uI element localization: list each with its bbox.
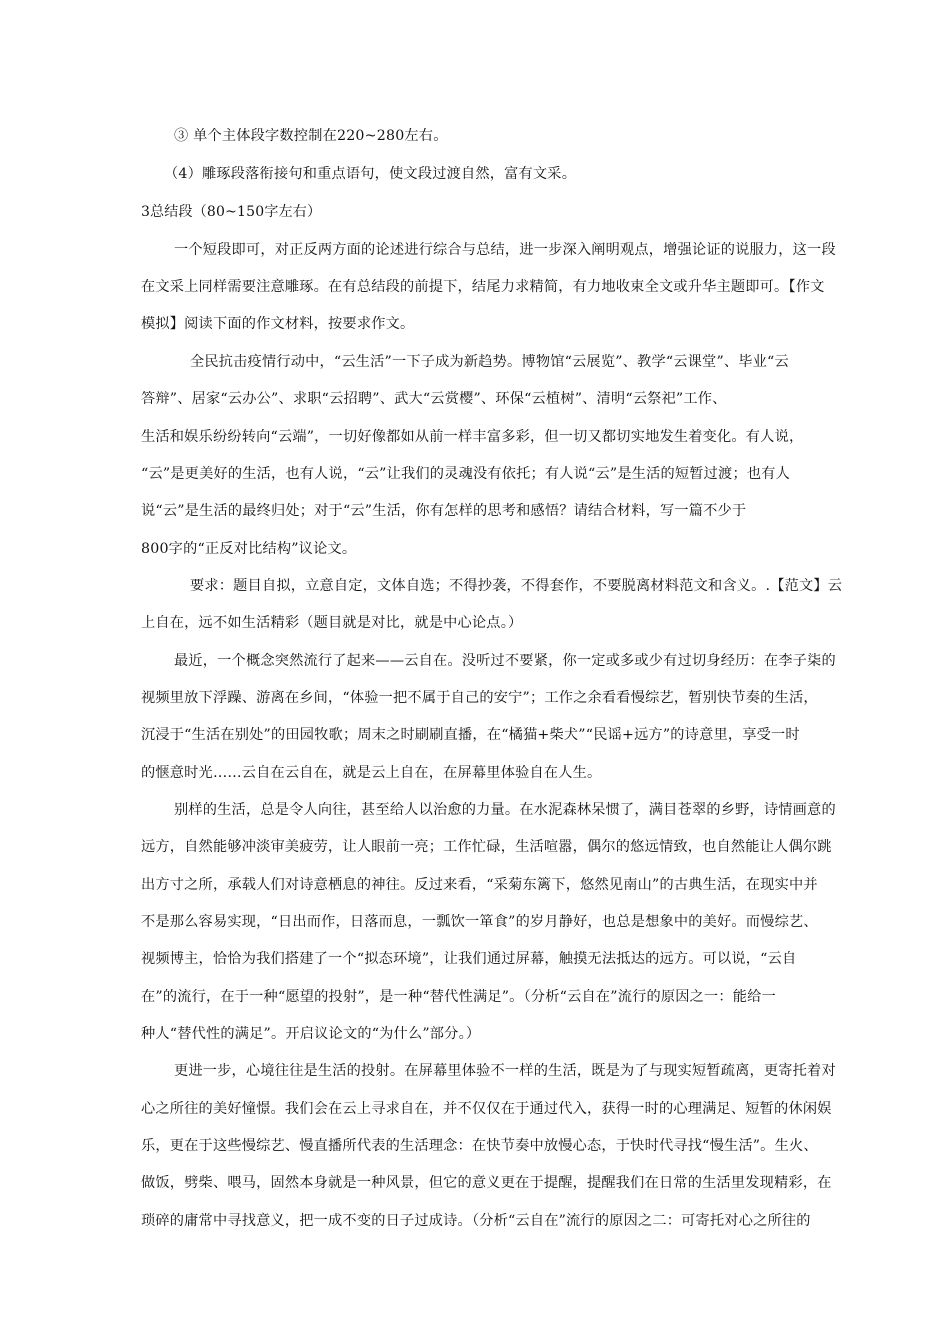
essay-line: 种人“替代性的满足”。开启议论文的“为什么”部分。）: [141, 1026, 481, 1042]
section-heading-conclusion: 3总结段（80~150字左右）: [141, 204, 322, 220]
paragraph-line: 模拟】阅读下面的作文材料，按要求作文。: [141, 316, 415, 332]
essay-line: 心之所往的美好憧憬。我们会在云上寻求自在，并不仅仅在于通过代入，获得一时的心理满足、短暂的休闲娱: [141, 1101, 832, 1117]
material-line: 生活和娱乐纷纷转向“云端”，一切好像都如从前一样丰富多彩，但一切又都切实地发生着变化。有人说，: [141, 429, 804, 445]
material-line: 全民抗击疫情行动中，“云生活”一下子成为新趋势。博物馆“云展览”、教学“云课堂”、毕业“云: [190, 354, 789, 370]
essay-title-line: 上自在，远不如生活精彩（题目就是对比，就是中心论点。）: [141, 615, 523, 631]
essay-line: 别样的生活，总是令人向往，甚至给人以治愈的力量。在水泥森林呆惯了，满目苍翠的乡野，诗情画意的: [174, 802, 836, 818]
essay-line: 琐碎的庸常中寻找意义，把一成不变的日子过成诗。（分析“云自在”流行的原因之二：可寄托对心之所往的: [141, 1213, 811, 1229]
essay-line: 最近，一个概念突然流行了起来——云自在。没听过不要紧，你一定或多或少有过切身经历：在李子柒的: [174, 653, 836, 669]
material-line: 800字的“正反对比结构”议论文。: [141, 541, 357, 557]
essay-line: 做饭，劈柴、喂马，固然本身就是一种风景，但它的意义更在于提醒，提醒我们在日常的生活里发现精彩，在: [141, 1175, 832, 1191]
list-item-3-line: ③ 单个主体段字数控制在220~280左右。: [174, 128, 448, 144]
essay-line: 沉浸于“生活在别处”的田园牧歌；周末之时刷刷直播，在“橘猫+柴犬”“民谣+远方”的诗意里，享受一时: [141, 727, 800, 743]
requirement-line: 要求：题目自拟，立意自定，文体自选；不得抄袭，不得套作，不要脱离材料范文和含义。.【范文】云: [190, 578, 843, 594]
essay-line: 远方，自然能够冲淡审美疲劳，让人眼前一亮；工作忙碌，生活喧嚣，偶尔的悠远情致，也自然能让人偶尔跳: [141, 839, 832, 855]
material-line: “云”是更美好的生活，也有人说，“云”让我们的灵魂没有依托；有人说“云”是生活的短暂过渡；也有人: [141, 466, 790, 482]
step-4-line: （4）雕琢段落衔接句和重点语句，使文段过渡自然，富有文采。: [164, 166, 577, 182]
material-line: 答辩”、居家“云办公”、求职“云招聘”、武大“云赏樱”、环保“云植树”、清明“云祭祀”工作、: [141, 391, 727, 407]
paragraph-line: 一个短段即可，对正反两方面的论述进行综合与总结，进一步深入阐明观点，增强论证的说服力，这一段: [174, 242, 836, 258]
essay-line: 视频博主，恰恰为我们搭建了一个“拟态环境”，让我们通过屏幕，触摸无法抵达的远方。可以说，“云自: [141, 951, 797, 967]
paragraph-line: 在文采上同样需要注意雕琢。在有总结段的前提下，结尾力求精简，有力地收束全文或升华主题即可。【作文: [141, 279, 825, 295]
essay-line: 乐，更在于这些慢综艺、慢直播所代表的生活理念：在快节奏中放慢心态，于快时代寻找“慢生活”。生火、: [141, 1138, 818, 1154]
essay-line: 视频里放下浮躁、游离在乡间，“体验一把不属于自己的安宁”；工作之余看看慢综艺，暂别快节奏的生活，: [141, 690, 818, 706]
essay-line: 更进一步，心境往往是生活的投射。在屏幕里体验不一样的生活，既是为了与现实短暂疏离，更寄托着对: [174, 1063, 836, 1079]
essay-line: 不是那么容易实现，“日出而作，日落而息，一瓢饮一箪食”的岁月静好，也总是想象中的美好。而慢综艺、: [141, 914, 818, 930]
essay-line: 的惬意时光……云自在云自在，就是云上自在，在屏幕里体验自在人生。: [141, 765, 602, 781]
essay-line: 出方寸之所，承载人们对诗意栖息的神往。反过来看，“采菊东篱下，悠然见南山”的古典生活，在现实中并: [141, 877, 818, 893]
essay-line: 在”的流行，在于一种“愿望的投射”，是一种“替代性满足”。（分析“云自在”流行的原因之一：能给一: [141, 989, 776, 1005]
material-line: 说“云”是生活的最终归处；对于“云”生活，你有怎样的思考和感悟？请结合材料，写一篇不少于: [141, 503, 747, 519]
